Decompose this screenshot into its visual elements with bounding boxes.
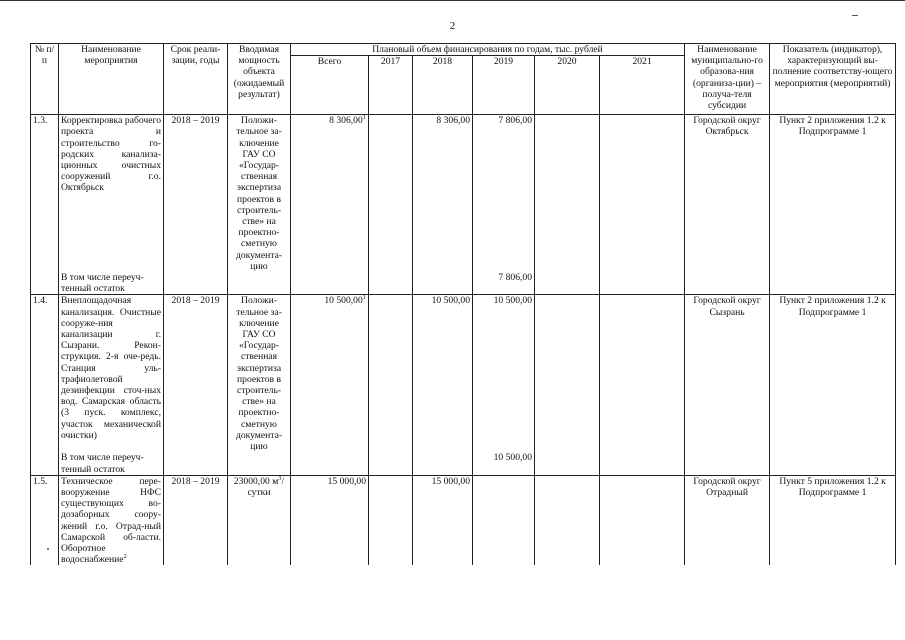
row-2019: [473, 475, 535, 565]
row-total-value: 8 306,00: [329, 115, 363, 127]
row-num: 1.5.: [31, 475, 59, 565]
table-row: [31, 475, 896, 565]
row-total: [291, 295, 369, 452]
row-capacity: [228, 475, 291, 565]
header-plan-group: Плановый объем финансирования по годам, тыс. рублей: [291, 44, 685, 56]
table-body: [31, 115, 896, 566]
row-capacity: Положи-тельное за-ключение ГАУ СО «Государ-ственная экспертиза проектов в строитель-стве» на проектно-сметную документа-цию: [228, 115, 291, 272]
row-2020: [535, 115, 600, 272]
row-capacity: Положи-тельное за-ключение ГАУ СО «Государ-ственная экспертиза проектов в строитель-стве» на проектно-сметную документа-цию: [228, 295, 291, 452]
top-border-line: [0, 0, 905, 1]
row-municipality: Городской округ Октябрьск: [685, 115, 770, 272]
subrow-2019: 7 806,00: [473, 272, 535, 295]
header-2018: 2018: [413, 56, 473, 115]
row-2019: 7 806,00: [473, 115, 535, 272]
row-indicator: Пункт 2 приложения 1.2 к Подпрограмме 1: [770, 115, 896, 272]
footnote-mark: 2: [123, 552, 127, 560]
row-total: [291, 115, 369, 272]
table-subrow: [31, 272, 896, 295]
header-2021: 2021: [600, 56, 685, 115]
financing-table: [30, 43, 896, 565]
row-2018: 10 500,00: [413, 295, 473, 452]
row-term: 2018 – 2019: [164, 475, 228, 565]
capacity-value: 23000,00 м: [233, 475, 279, 487]
footnote-mark: 1: [362, 114, 366, 122]
row-2017: [369, 295, 413, 452]
header-capacity: Вводимая мощность объекта (ожидаемый результат): [228, 44, 291, 115]
table-subrow: [31, 452, 896, 475]
row-2021: [600, 475, 685, 565]
row-term: 2018 – 2019: [164, 115, 228, 272]
capacity-unit: /сутки: [247, 475, 285, 498]
header-term: Срок реали-зации, годы: [164, 44, 228, 115]
row-2019: 10 500,00: [473, 295, 535, 452]
row-municipality: Городской округ Сызрань: [685, 295, 770, 452]
row-indicator: Пункт 2 приложения 1.2 к Подпрограмме 1: [770, 295, 896, 452]
row-indicator: Пункт 5 приложения 1.2 к Подпрограмме 1: [770, 475, 896, 565]
table-row: [31, 295, 896, 452]
row-2018: 8 306,00: [413, 115, 473, 272]
scan-speck: [47, 548, 49, 550]
table-row: [31, 115, 896, 272]
subrow-label: В том числе переуч-тенный остаток: [59, 272, 164, 295]
header-name: Наименование мероприятия: [59, 44, 164, 115]
subrow-label: В том числе переуч-тенный остаток: [59, 452, 164, 475]
header-indicator: Показатель (индикатор), характеризующий вы-полнение соответству-ющего мероприятия (мероприятий): [770, 44, 896, 115]
row-2018: 15 000,00: [413, 475, 473, 565]
header-total: Всего: [291, 56, 369, 115]
row-num: 1.4.: [31, 295, 59, 452]
margin-mark: [852, 15, 858, 16]
row-2021: [600, 115, 685, 272]
row-term: 2018 – 2019: [164, 295, 228, 452]
row-2020: [535, 295, 600, 452]
header-municipality: Наименование муниципально-го образова-ния (организа-ции) – получа-теля субсидии: [685, 44, 770, 115]
row-2021: [600, 295, 685, 452]
header-2019: 2019: [473, 56, 535, 115]
header-num: № п/п: [31, 44, 59, 115]
row-name: Внеплощадочная канализация. Очистные сооруже-ния канализации г. Сызрани. Рекон-струкция. 2-я оче-редь. Станция уль-трафиолетовой дезинфекции сточ-ных вод. Самарская область (3 пуск. комплекс, участок механической очистки): [59, 295, 164, 452]
header-2017: 2017: [369, 56, 413, 115]
row-total: 15 000,00: [291, 475, 369, 565]
subrow-2019: 10 500,00: [473, 452, 535, 475]
page-number: 2: [449, 20, 456, 32]
row-num: 1.3.: [31, 115, 59, 272]
row-total-value: 10 500,00: [324, 295, 363, 307]
table-header: [31, 44, 896, 115]
row-2017: [369, 115, 413, 272]
row-2020: [535, 475, 600, 565]
row-2017: [369, 475, 413, 565]
capacity-superscript: 3: [278, 475, 282, 482]
header-2020: 2020: [535, 56, 600, 115]
row-municipality: Городской округ Отрадный: [685, 475, 770, 565]
row-name-text: Техническое пере-вооружение НФС существующих во-дозаборных соору-жений г.о. Отрад-ный Самарской об-ласти. Оборотное водоснабжение: [61, 475, 161, 566]
row-name: Корректировка рабочего проекта и строительство го-родских канализа-ционных очистных сооружений г.о. Октябрьск: [59, 115, 164, 272]
footnote-mark: 1: [362, 294, 366, 302]
row-name: [59, 475, 164, 565]
